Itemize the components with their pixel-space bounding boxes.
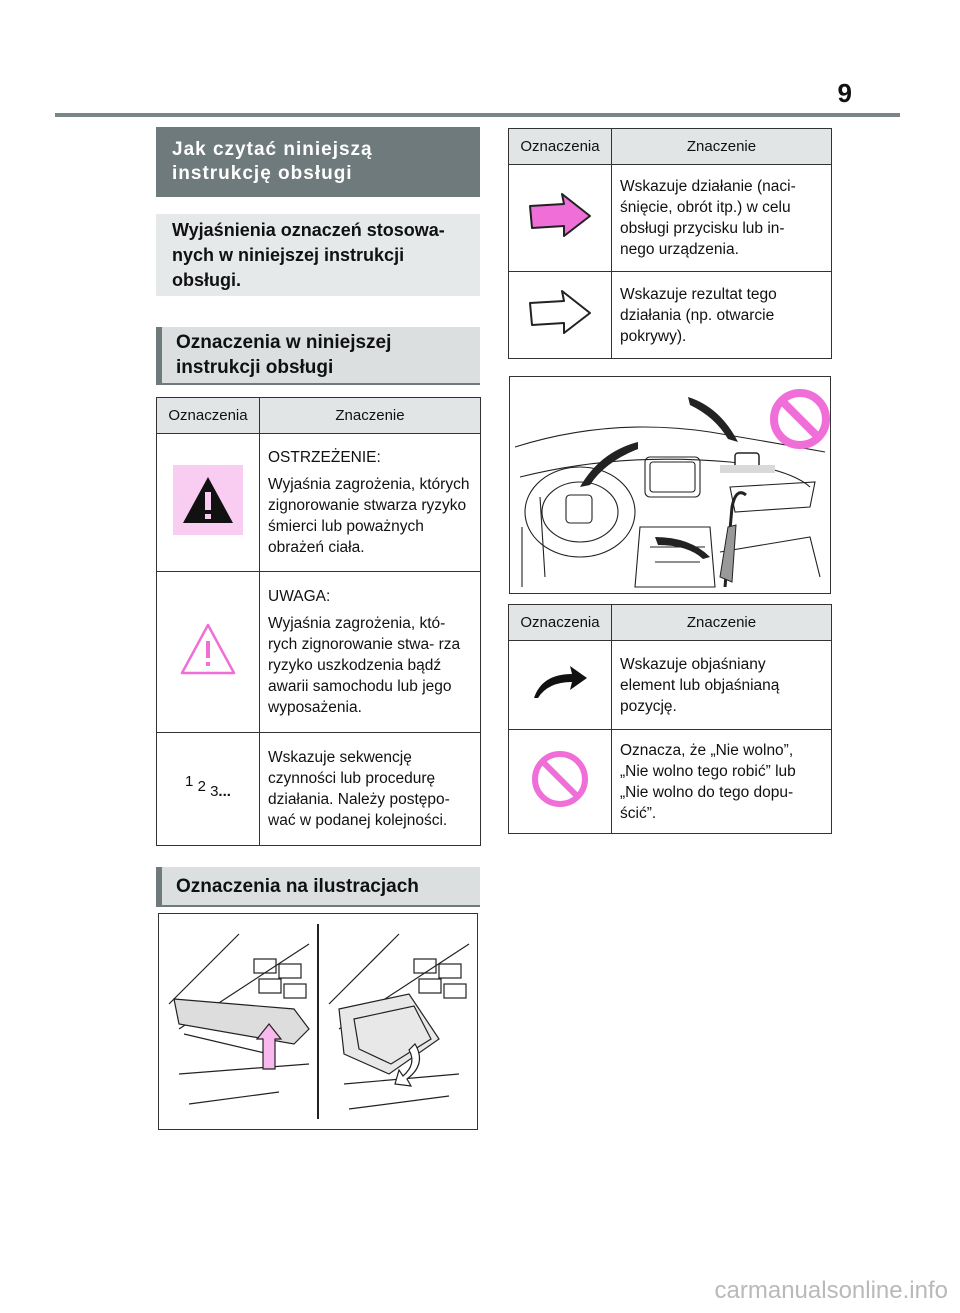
column-header: Oznaczenia	[509, 129, 612, 165]
illustration-sun-visor	[158, 913, 478, 1130]
column-header: Oznaczenia	[157, 398, 260, 434]
pink-filled-arrow-icon	[528, 192, 592, 238]
row-text: Wskazuje sekwencję czynności lub procedurę działania. Należy postępo- wać w podanej kolejności.	[268, 749, 450, 829]
table-header-row	[157, 398, 481, 434]
section-heading-illustrations: Oznaczenia na ilustracjach	[156, 867, 480, 907]
row-text: Wskazuje działanie (naci- śnięcie, obrót itp.) w celu obsługi przycisku lub in- nego urządzenia.	[620, 178, 796, 258]
seq-ellipsis: ...	[218, 782, 231, 800]
seq-1: 1	[185, 772, 194, 790]
illustration-dashboard	[509, 376, 831, 594]
row-text: Oznacza, że „Nie wolno”, „Nie wolno tego robić” lub „Nie wolno do tego dopu- ścić”.	[620, 741, 796, 822]
sun-visor-drawing	[159, 914, 477, 1129]
manual-symbols-table	[156, 397, 481, 846]
curved-pointer-arrow-icon	[532, 664, 588, 700]
column-header: Znaczenie	[612, 605, 832, 641]
intro-text: Wyjaśnienia oznaczeń stosowa- nych w niniejszej instrukcji obsługi.	[156, 214, 480, 296]
table-header-row	[509, 605, 832, 641]
action-symbols-table	[508, 128, 832, 359]
table-row	[509, 165, 832, 272]
seq-3: 3	[210, 782, 219, 800]
section-heading-manual-symbols: Oznaczenia w niniejszej instrukcji obsługi	[156, 327, 480, 385]
row-text: Wyjaśnia zagrożenia, których zignorowanie stwarza ryzyko śmierci lub poważnych obrażeń ciała.	[268, 476, 470, 556]
table-row	[509, 272, 832, 359]
row-text: Wskazuje objaśniany element lub objaśnianą pozycję.	[620, 655, 780, 715]
page-number: 9	[837, 78, 852, 108]
sequence-numbers-icon	[185, 772, 231, 800]
outline-arrow-icon	[528, 289, 592, 335]
watermark: carmanualsonline.info	[714, 1277, 948, 1304]
dashboard-drawing	[510, 377, 830, 593]
table-header-row	[509, 129, 832, 165]
table-row	[509, 730, 832, 834]
top-divider	[55, 113, 900, 117]
illustration-symbols-table	[508, 604, 832, 834]
table-row	[157, 733, 481, 846]
column-header: Znaczenie	[612, 129, 832, 165]
table-row	[509, 641, 832, 730]
chapter-heading: Jak czytać niniejszą instrukcję obsługi	[156, 127, 480, 197]
warning-triangle-filled-icon	[173, 465, 243, 535]
table-row	[157, 434, 481, 572]
row-text: Wskazuje rezultat tego działania (np. otwarcie pokrywy).	[620, 285, 777, 345]
prohibited-icon	[530, 749, 590, 809]
table-row	[157, 572, 481, 733]
seq-2: 2	[197, 777, 206, 795]
row-title: OSTRZEŻENIE:	[268, 449, 381, 466]
column-header: Znaczenie	[260, 398, 481, 434]
row-text: Wyjaśnia zagrożenia, któ- rych zignorowanie stwa- rza ryzyko uszkodzenia bądź awarii samochodu lub jego wyposażenia.	[268, 615, 461, 716]
column-header: Oznaczenia	[509, 605, 612, 641]
row-title: UWAGA:	[268, 588, 331, 605]
caution-triangle-outline-icon	[178, 621, 238, 677]
